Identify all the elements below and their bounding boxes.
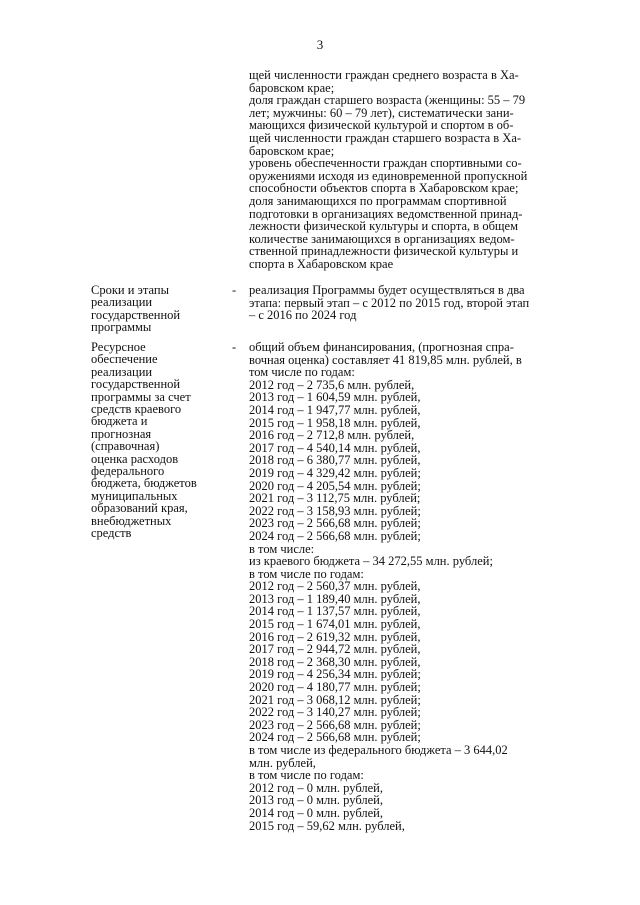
text-line: уровень обеспеченности граждан спортивными со- <box>249 156 522 171</box>
text-line: 2021 год – 3 068,12 млн. рублей; <box>249 692 421 707</box>
text-line: 2015 год – 1 958,18 млн. рублей, <box>249 415 421 430</box>
text-line: 2012 год – 2 735,6 млн. рублей, <box>249 377 415 392</box>
text-line: лежности физической культуры и спорта, в общем <box>249 219 519 234</box>
label-line: средств <box>91 526 132 541</box>
resources-dash: - <box>232 340 237 354</box>
label-line: (справочная) <box>91 439 160 454</box>
label-line: реализации <box>91 364 153 379</box>
label-line: бюджета, бюджетов <box>91 476 197 491</box>
text-line: вочная оценка) составляет 41 819,85 млн. рублей, в <box>249 352 522 367</box>
text-line: 2022 год – 3 140,27 млн. рублей; <box>249 705 421 720</box>
text-line: реализация Программы будет осуществляться в два <box>249 283 525 297</box>
text-line: 2023 год – 2 566,68 млн. рублей; <box>249 516 421 531</box>
text-line: в том числе по годам: <box>249 566 364 581</box>
text-line: 2015 год – 1 674,01 млн. рублей, <box>249 617 421 632</box>
label-line: государственной <box>91 307 181 322</box>
text-line: в том числе: <box>249 541 315 556</box>
text-line: из краевого бюджета – 34 272,55 млн. рублей; <box>249 554 493 569</box>
label-line: прогнозная <box>91 426 152 441</box>
text-line: 2021 год – 3 112,75 млн. рублей; <box>249 491 421 506</box>
text-line: щей численности граждан старшего возраста в Ха- <box>249 130 522 145</box>
text-line: 2012 год – 2 560,37 млн. рублей, <box>249 579 421 594</box>
text-line: способности объектов спорта в Хабаровском крае; <box>249 181 519 196</box>
text-line: оружениями исходя из единовременной пропускной <box>249 168 528 183</box>
text-line: 2014 год – 1 947,77 млн. рублей, <box>249 402 421 417</box>
text-line: том числе по годам: <box>249 365 355 380</box>
label-line: средств краевого <box>91 402 182 417</box>
text-line: 2019 год – 4 329,42 млн. рублей; <box>249 465 421 480</box>
text-line: общий объем финансирования, (прогнозная спра- <box>249 340 514 354</box>
text-line: 2020 год – 4 205,54 млн. рублей; <box>249 478 421 493</box>
label-line: внебюджетных <box>91 513 172 528</box>
stages-label <box>91 284 221 334</box>
resources-label <box>91 341 221 540</box>
text-line: этапа: первый этап – с 2012 по 2015 год, второй этап <box>249 295 530 310</box>
text-line: 2017 год – 4 540,14 млн. рублей, <box>249 440 421 455</box>
label-line: государственной <box>91 377 181 392</box>
text-line: 2020 год – 4 180,77 млн. рублей; <box>249 680 421 695</box>
text-line: в том числе из федерального бюджета – 3 644,02 <box>249 743 508 757</box>
text-line: щей численности граждан среднего возраста в Ха- <box>249 68 519 82</box>
text-line: ственной принадлежности физической культуры и <box>249 244 519 259</box>
stages-content <box>249 284 597 322</box>
intro-text-block <box>249 69 597 271</box>
text-line: 2012 год – 0 млн. рублей, <box>249 780 383 795</box>
text-line: 2013 год – 1 189,40 млн. рублей, <box>249 591 421 606</box>
label-line: реализации <box>91 295 153 310</box>
text-line: 2016 год – 2 619,32 млн. рублей, <box>249 629 421 644</box>
text-line: 2023 год – 2 566,68 млн. рублей; <box>249 717 421 732</box>
label-line: программы <box>91 320 152 335</box>
text-line: 2014 год – 0 млн. рублей, <box>249 805 383 820</box>
label-line: оценка расходов <box>91 451 179 466</box>
text-line: количестве занимающихся в организациях ведом- <box>249 231 515 246</box>
text-line: лет; мужчины: 60 – 79 лет), систематически зани- <box>249 105 514 120</box>
label-line: программы за счет <box>91 389 191 404</box>
text-line: 2013 год – 0 млн. рублей, <box>249 793 383 808</box>
text-line: 2019 год – 4 256,34 млн. рублей; <box>249 667 421 682</box>
text-line: 2017 год – 2 944,72 млн. рублей, <box>249 642 421 657</box>
label-line: федерального <box>91 464 165 479</box>
label-line: Ресурсное <box>91 340 146 354</box>
text-line: 2013 год – 1 604,59 млн. рублей, <box>249 390 421 405</box>
text-line: 2015 год – 59,62 млн. рублей, <box>249 818 405 833</box>
text-line: доля граждан старшего возраста (женщины: 55 – 79 <box>249 93 526 108</box>
text-line: млн. рублей, <box>249 755 316 770</box>
text-line: 2018 год – 2 368,30 млн. рублей, <box>249 654 421 669</box>
stages-dash: - <box>232 283 237 297</box>
text-line: – с 2016 по 2024 год <box>249 308 357 323</box>
text-line: подготовки в организациях ведомственной принад- <box>249 206 523 221</box>
label-line: бюджета и <box>91 414 148 429</box>
text-line: 2024 год – 2 566,68 млн. рублей; <box>249 730 421 745</box>
text-line: 2024 год – 2 566,68 млн. рублей; <box>249 528 421 543</box>
label-line: обеспечение <box>91 352 158 367</box>
text-line: в том числе по годам: <box>249 768 364 783</box>
label-line: Сроки и этапы <box>91 283 169 297</box>
text-line: 2022 год – 3 158,93 млн. рублей; <box>249 503 421 518</box>
text-line: баровском крае; <box>249 80 335 95</box>
label-line: муниципальных <box>91 488 178 503</box>
text-line: мающихся физической культурой и спортом в об- <box>249 118 514 133</box>
text-line: 2014 год – 1 137,57 млн. рублей, <box>249 604 421 619</box>
page-number: 3 <box>316 37 324 52</box>
text-line: спорта в Хабаровском крае <box>249 256 394 271</box>
text-line: баровском крае; <box>249 143 335 158</box>
text-line: доля занимающихся по программам спортивной <box>249 193 507 208</box>
text-line: 2016 год – 2 712,8 млн. рублей, <box>249 428 415 443</box>
resources-content <box>249 341 597 832</box>
label-line: образований края, <box>91 501 188 516</box>
text-line: 2018 год – 6 380,77 млн. рублей, <box>249 453 421 468</box>
